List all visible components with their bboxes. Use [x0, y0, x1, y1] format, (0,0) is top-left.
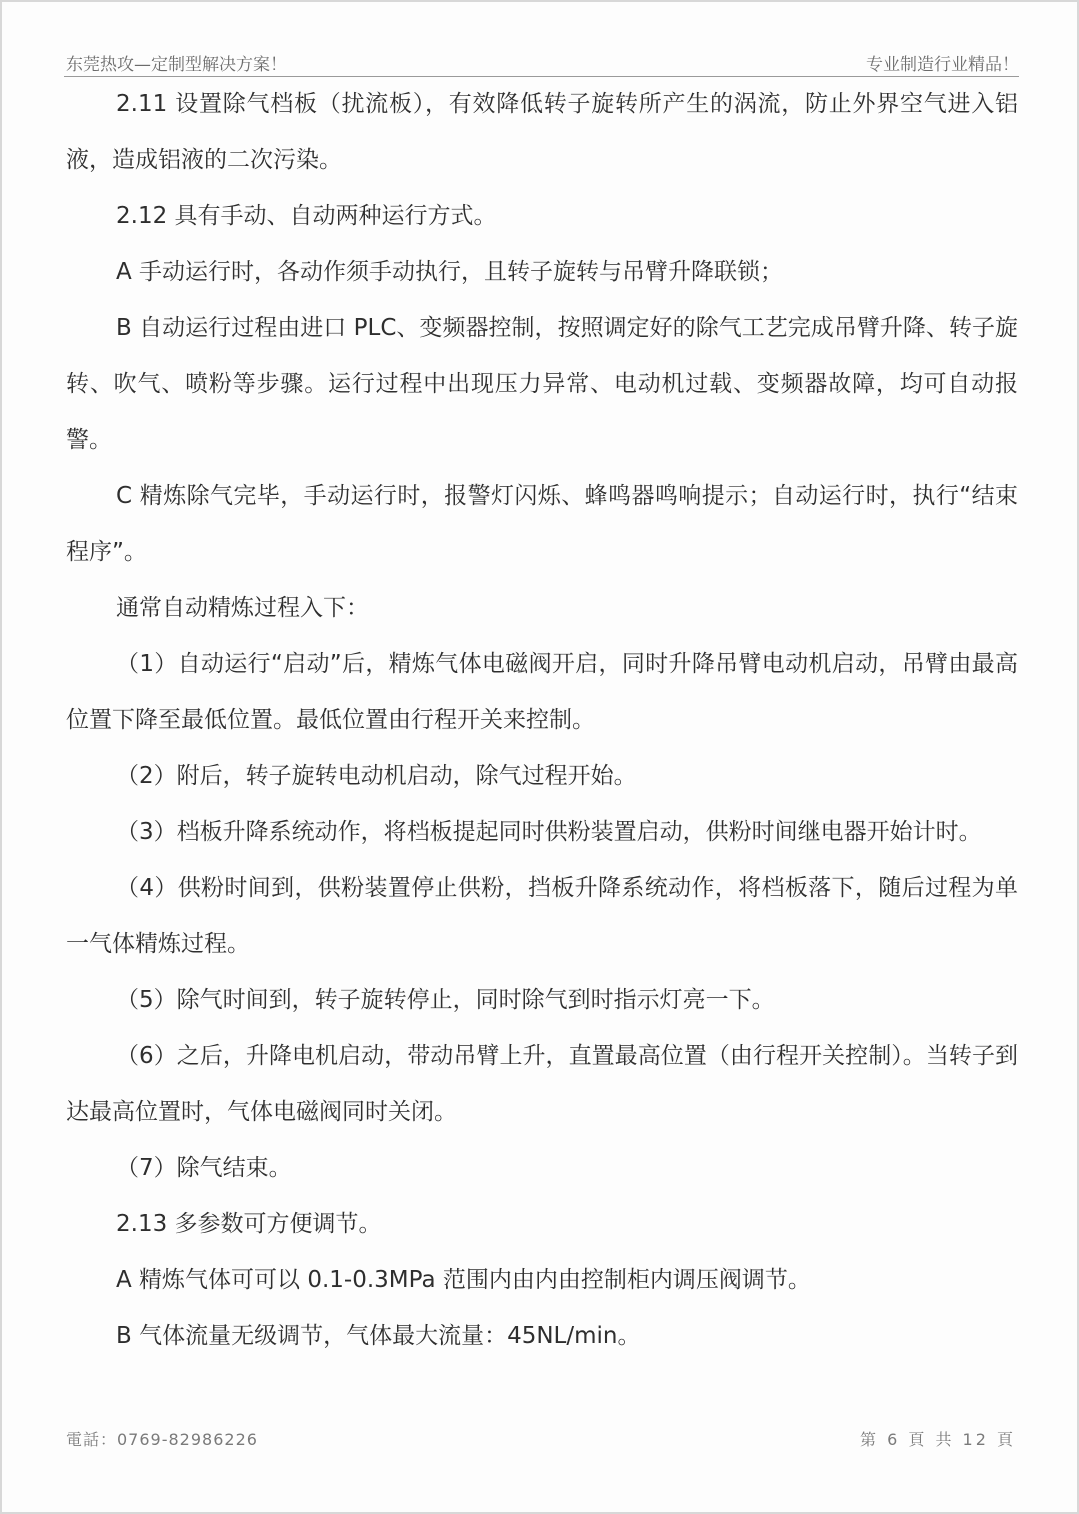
paragraph-step-7: （7）除气结束。	[116, 1155, 292, 1181]
footer-phone: 電話：0769-82986226	[66, 1430, 258, 1449]
paragraph-step-2: （2）附后，转子旋转电动机启动，除气过程开始。	[116, 763, 637, 789]
paragraph-process-intro: 通常自动精炼过程入下：	[116, 595, 369, 621]
header-company-slogan: 东莞热攻—定制型解决方案！	[66, 55, 287, 75]
page-header	[64, 50, 1019, 74]
paragraph-2-12-b: B 自动运行过程由进口 PLC、变频器控制，按照调定好的除气工艺完成吊臂升降、转子旋转、吹气、喷粉等步骤。运行过程中出现压力异常、电动机过载、变频器故障，均可自动报警。	[66, 315, 1018, 453]
document-body	[66, 76, 1018, 1364]
paragraph-2-13: 2.13 多参数可方便调节。	[116, 1211, 382, 1237]
page-footer	[66, 1427, 1016, 1451]
paragraph-2-12: 2.12 具有手动、自动两种运行方式。	[116, 203, 497, 229]
paragraph-step-5: （5）除气时间到，转子旋转停止，同时除气到时指示灯亮一下。	[116, 987, 775, 1013]
paragraph-step-4: （4）供粉时间到，供粉装置停止供粉，挡板升降系统动作，将档板落下，随后过程为单一气体精炼过程。	[66, 875, 1018, 957]
paragraph-step-6: （6）之后，升降电机启动，带动吊臂上升，直置最高位置（由行程开关控制）。当转子到达最高位置时，气体电磁阀同时关闭。	[66, 1043, 1018, 1125]
footer-page-number: 第 6 頁 共 12 頁	[860, 1430, 1016, 1449]
paragraph-2-13-b: B 气体流量无级调节，气体最大流量：45NL/min。	[116, 1323, 641, 1349]
paragraph-2-12-c: C 精炼除气完毕，手动运行时，报警灯闪烁、蜂鸣器鸣响提示；自动运行时，执行“结束程序”。	[66, 483, 1018, 565]
paragraph-2-13-a: A 精炼气体可可以 0.1-0.3MPa 范围内由内由控制柜内调压阀调节。	[116, 1267, 811, 1293]
header-tagline: 专业制造行业精品！	[866, 55, 1019, 75]
paragraph-step-3: （3）档板升降系统动作，将档板提起同时供粉装置启动，供粉时间继电器开始计时。	[116, 819, 982, 845]
paragraph-2-11: 2.11 设置除气档板（扰流板），有效降低转子旋转所产生的涡流，防止外界空气进入铝液，造成铝液的二次污染。	[66, 91, 1018, 173]
paragraph-2-12-a: A 手动运行时，各动作须手动执行，且转子旋转与吊臂升降联锁；	[116, 259, 784, 285]
paragraph-step-1: （1）自动运行“启动”后，精炼气体电磁阀开启，同时升降吊臂电动机启动，吊臂由最高位置下降至最低位置。最低位置由行程开关来控制。	[66, 651, 1018, 733]
